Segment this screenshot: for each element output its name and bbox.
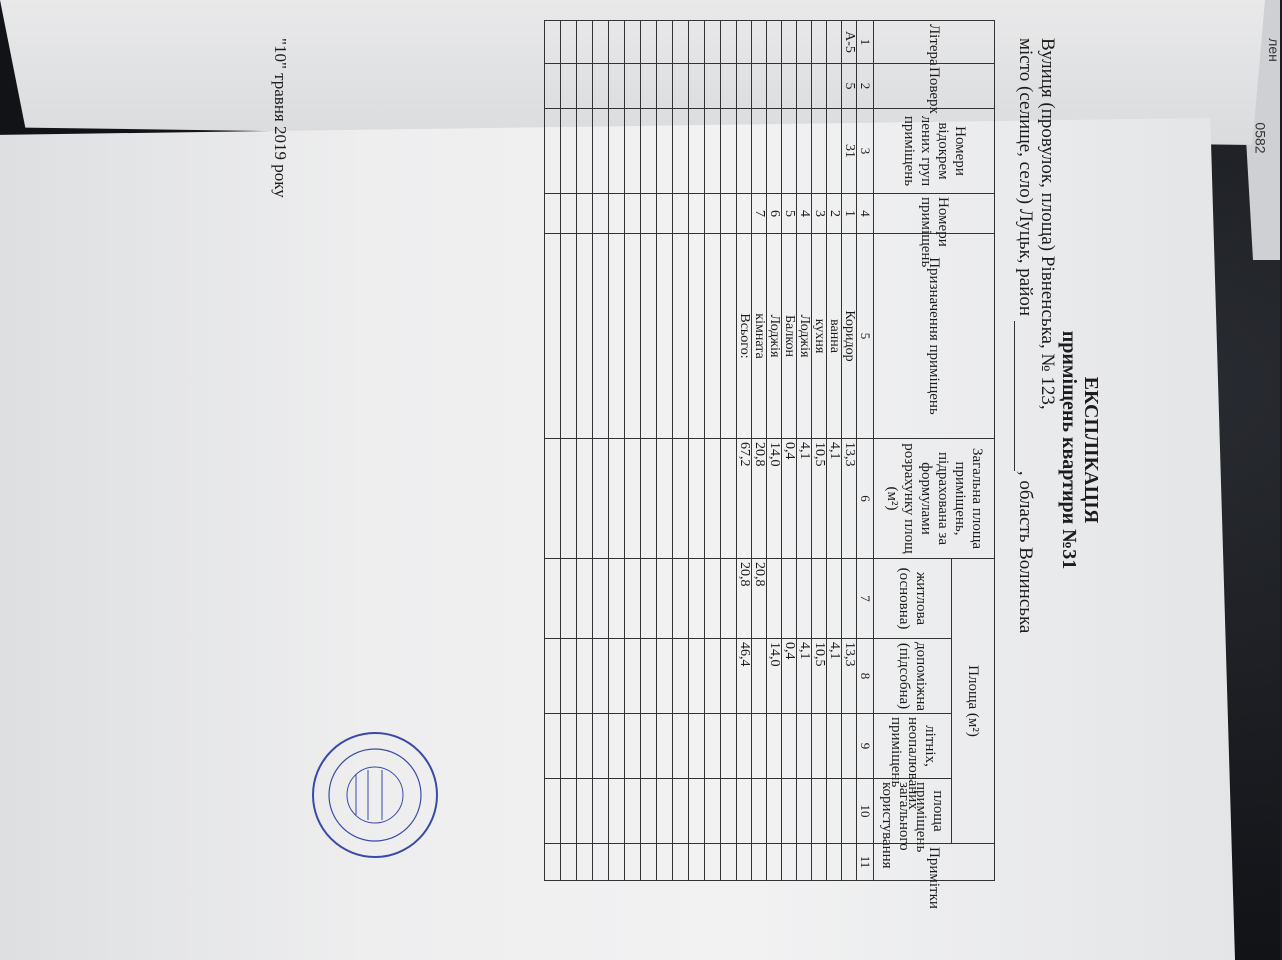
cell-litera xyxy=(752,21,767,64)
cell-notes xyxy=(842,844,857,881)
header-floor: Поверх xyxy=(874,64,995,109)
cell-floor xyxy=(782,64,797,109)
cell-floor xyxy=(827,64,842,109)
cell-group xyxy=(812,109,827,194)
cell-total: 0,4 xyxy=(782,439,797,559)
cell-summer xyxy=(752,714,767,779)
cell-aux: 4,1 xyxy=(827,639,842,714)
cell-summer xyxy=(827,714,842,779)
cell-common xyxy=(827,779,842,844)
cell-notes xyxy=(827,844,842,881)
cell-total: 20,8 xyxy=(752,439,767,559)
cell-notes xyxy=(812,844,827,881)
column-number: 5 xyxy=(857,234,874,439)
column-number: 10 xyxy=(857,779,874,844)
corner-text-right: 0582 xyxy=(1252,122,1269,154)
table-row-empty xyxy=(641,21,657,881)
explication-table xyxy=(544,20,995,909)
cell-aux: 13,3 xyxy=(842,639,857,714)
cell-summer xyxy=(737,714,752,779)
column-numbers-row xyxy=(857,21,874,881)
city-prefix: місто (селище, село) Луцьк, район xyxy=(1015,38,1036,317)
cell-living: 20,8 xyxy=(752,559,767,639)
cell-room: 6 xyxy=(767,194,782,234)
header-auxiliary: допоміжна (підсобна) xyxy=(874,639,952,714)
cell-floor xyxy=(752,64,767,109)
header-rooms: Номери приміщень xyxy=(874,194,995,234)
table-row-empty xyxy=(673,21,689,881)
cell-litera xyxy=(812,21,827,64)
cell-floor xyxy=(812,64,827,109)
table-row-empty xyxy=(657,21,673,881)
cell-floor: 5 xyxy=(842,64,857,109)
table-row-empty xyxy=(689,21,705,881)
document-subtitle: приміщень квартири №31 xyxy=(1058,330,1080,570)
cell-aux: 10,5 xyxy=(812,639,827,714)
table-row xyxy=(827,21,842,881)
header-notes: Примітки xyxy=(874,844,995,881)
column-number: 8 xyxy=(857,639,874,714)
cell-room: 4 xyxy=(797,194,812,234)
header-common: площа приміщень загального користування xyxy=(874,779,952,844)
cell-common xyxy=(737,779,752,844)
stamp-outer-ring xyxy=(313,733,437,857)
header-area-group: Площа (м²) xyxy=(951,559,994,844)
document-date: "10" травня 2019 року xyxy=(271,38,290,198)
cell-aux xyxy=(752,639,767,714)
city-suffix: , область Волинська xyxy=(1015,470,1036,634)
cell-notes xyxy=(797,844,812,881)
cell-living xyxy=(782,559,797,639)
city-line xyxy=(1014,38,1036,633)
table-row-empty xyxy=(705,21,721,881)
table-row-empty xyxy=(545,21,561,881)
table-row xyxy=(782,21,797,881)
cell-aux: 14,0 xyxy=(767,639,782,714)
cell-room: 7 xyxy=(752,194,767,234)
cell-litera xyxy=(827,21,842,64)
cell-summer xyxy=(842,714,857,779)
cell-total: 13,3 xyxy=(842,439,857,559)
cell-living xyxy=(767,559,782,639)
totals-total: 67,2 xyxy=(737,439,752,559)
table-row xyxy=(752,21,767,881)
table-row xyxy=(767,21,782,881)
table-row xyxy=(812,21,827,881)
header-total-area: Загальна площа приміщень, підрахована за формулами розрахунку площ (м²) xyxy=(874,439,995,559)
totals-living: 20,8 xyxy=(737,559,752,639)
cell-living xyxy=(812,559,827,639)
cell-empty xyxy=(737,64,752,109)
cell-purpose: ванна xyxy=(827,234,842,439)
cell-common xyxy=(812,779,827,844)
cell-summer xyxy=(767,714,782,779)
cell-common xyxy=(842,779,857,844)
cell-common xyxy=(767,779,782,844)
column-number: 11 xyxy=(857,844,874,881)
cell-notes xyxy=(737,844,752,881)
official-stamp xyxy=(310,730,440,860)
cell-summer xyxy=(782,714,797,779)
cell-aux: 4,1 xyxy=(797,639,812,714)
cell-purpose: кімната xyxy=(752,234,767,439)
cell-summer xyxy=(797,714,812,779)
cell-notes xyxy=(752,844,767,881)
cell-total: 4,1 xyxy=(797,439,812,559)
totals-label: Всього: xyxy=(737,234,752,439)
column-number: 1 xyxy=(857,21,874,64)
totals-aux: 46,4 xyxy=(737,639,752,714)
table-row-empty xyxy=(609,21,625,881)
cell-purpose: Лоджія xyxy=(797,234,812,439)
cell-common xyxy=(797,779,812,844)
cell-litera: А-5 xyxy=(842,21,857,64)
header-purpose: Призначення приміщень xyxy=(874,234,995,439)
column-number: 9 xyxy=(857,714,874,779)
cell-total: 10,5 xyxy=(812,439,827,559)
cell-purpose: Лоджія xyxy=(767,234,782,439)
cell-litera xyxy=(767,21,782,64)
document-title: ЕКСПЛІКАЦІЯ xyxy=(1080,376,1102,524)
column-number: 4 xyxy=(857,194,874,234)
cell-floor xyxy=(797,64,812,109)
cell-empty xyxy=(737,21,752,64)
cell-common xyxy=(782,779,797,844)
cell-common xyxy=(752,779,767,844)
cell-living xyxy=(827,559,842,639)
table-row-empty xyxy=(721,21,737,881)
address-line: Вулиця (провулок, площа) Рівненська, № 123, xyxy=(1037,38,1058,410)
cell-litera xyxy=(797,21,812,64)
table-row xyxy=(797,21,812,881)
cell-empty xyxy=(737,109,752,194)
table-row-empty xyxy=(577,21,593,881)
cell-empty xyxy=(737,194,752,234)
cell-living xyxy=(842,559,857,639)
cell-floor xyxy=(767,64,782,109)
cell-room: 5 xyxy=(782,194,797,234)
cell-group xyxy=(782,109,797,194)
cell-purpose: Коридор xyxy=(842,234,857,439)
cell-aux: 0,4 xyxy=(782,639,797,714)
cell-total: 14,0 xyxy=(767,439,782,559)
header-groups: Номери відокрем лених груп приміщень xyxy=(874,109,995,194)
header-litera: Літера xyxy=(874,21,995,64)
header-summer: літніх, неопалюваних приміщень xyxy=(874,714,952,779)
cell-summer xyxy=(812,714,827,779)
cell-group xyxy=(797,109,812,194)
cell-group xyxy=(767,109,782,194)
header-living: житлова (основна) xyxy=(874,559,952,639)
column-number: 6 xyxy=(857,439,874,559)
totals-row xyxy=(737,21,752,881)
corner-text-top: лен xyxy=(1265,38,1282,62)
table-row-empty xyxy=(593,21,609,881)
stamp-inner-ring xyxy=(329,749,421,841)
cell-group: 31 xyxy=(842,109,857,194)
column-number: 7 xyxy=(857,559,874,639)
cell-room: 2 xyxy=(827,194,842,234)
column-number: 2 xyxy=(857,64,874,109)
table-row xyxy=(842,21,857,881)
cell-room: 3 xyxy=(812,194,827,234)
table-row-empty xyxy=(561,21,577,881)
cell-notes xyxy=(782,844,797,881)
cell-room: 1 xyxy=(842,194,857,234)
cell-group xyxy=(827,109,842,194)
column-number: 3 xyxy=(857,109,874,194)
district-blank xyxy=(1014,321,1031,471)
cell-purpose: кухня xyxy=(812,234,827,439)
table-row-empty xyxy=(625,21,641,881)
cell-living xyxy=(797,559,812,639)
cell-total: 4,1 xyxy=(827,439,842,559)
cell-group xyxy=(752,109,767,194)
cell-litera xyxy=(782,21,797,64)
stamp-center-ring xyxy=(347,767,403,823)
cell-purpose: Балкон xyxy=(782,234,797,439)
cell-notes xyxy=(767,844,782,881)
